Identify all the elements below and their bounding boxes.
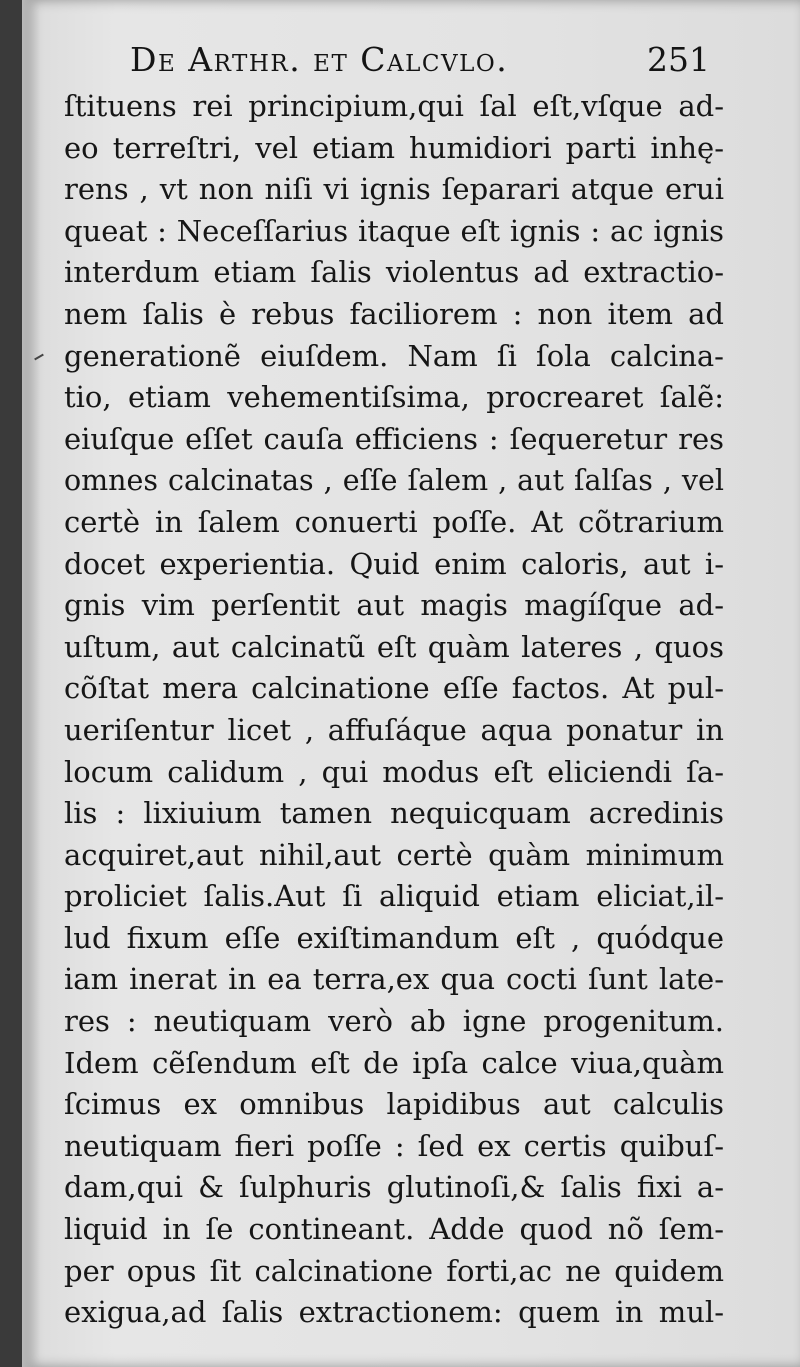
text-line: rens , vt non niſi vi ignis ſeparari atque erui [64,172,724,207]
text-line: ſtituens rei principium,qui ſal eſt,vſque ad- [64,89,724,123]
text-line: uſtum, aut calcinatũ eſt quàm lateres , quos [64,629,724,664]
text-line: res : neutiquam verò ab igne progenitum. [64,1004,724,1039]
text-line: liquid in ſe contineant. Adde quod nõ ſem- [64,1212,724,1247]
text-line: tio, etiam vehementiſsima, procrearet ſalẽ: [64,380,724,415]
text-line: per opus ſit calcinatione forti,ac ne quidem [64,1253,724,1288]
running-title: De Arthr. et Calcvlo. [130,40,509,79]
text-line: neutiquam fieri poſſe : ſed ex certis quibuſ- [64,1128,724,1163]
text-line: ſcimus ex omnibus lapidibus aut calculis [64,1087,724,1122]
text-line: nem ſalis è rebus faciliorem : non item ad [64,296,724,331]
text-line: acquiret,aut nihil,aut certè quàm minimum [64,837,724,872]
text-line: dam,qui & ſulphuris glutinoſi,& ſalis fixi a- [64,1170,724,1205]
text-line: gnis vim perſentit aut magis magíſque ad- [64,588,724,623]
text-line: docet experientia. Quid enim caloris, aut i- [64,546,724,581]
text-line: lud fixum eſſe exiſtimandum eſt , quódque [64,920,724,955]
page-number: 251 [647,40,710,79]
text-line: locum calidum , qui modus eſt eliciendi ſa- [64,754,724,789]
text-line: cõſtat mera calcinatione eſſe factos. At pul- [64,671,724,706]
margin-mark [34,354,44,361]
body-text [64,86,724,1334]
text-line: eiuſque eſſet cauſa efficiens : ſequeretur res [64,421,724,456]
text-line: certè in ſalem conuerti poſſe. At cõtrarium [64,504,724,539]
text-line: exigua,ad ſalis extractionem: quem in mul- [64,1295,724,1330]
text-line: proliciet ſalis.Aut ſi aliquid etiam eliciat,il- [64,879,724,914]
text-line: omnes calcinatas , eſſe ſalem , aut ſalſas , vel [64,464,724,498]
text-line: eo terreſtri, vel etiam humidiori parti inhę- [64,130,724,165]
text-line: generationẽ eiuſdem. Nam ſi ſola calcina- [64,338,724,373]
text-line: ueriſentur licet , affuſáque aqua ponatur in [64,712,724,747]
text-line: Idem cẽſendum eſt de ipſa calce viua,quàm [64,1045,724,1080]
text-line: interdum etiam ſalis violentus ad extractio- [64,255,724,290]
book-page [22,0,800,1367]
text-line: iam inerat in ea terra,ex qua cocti ſunt late- [64,962,724,997]
page-header [130,40,710,84]
text-line: lis : lixiuium tamen nequicquam acredinis [64,796,724,831]
text-line: queat : Neceſſarius itaque eſt ignis : ac ignis [64,213,724,248]
